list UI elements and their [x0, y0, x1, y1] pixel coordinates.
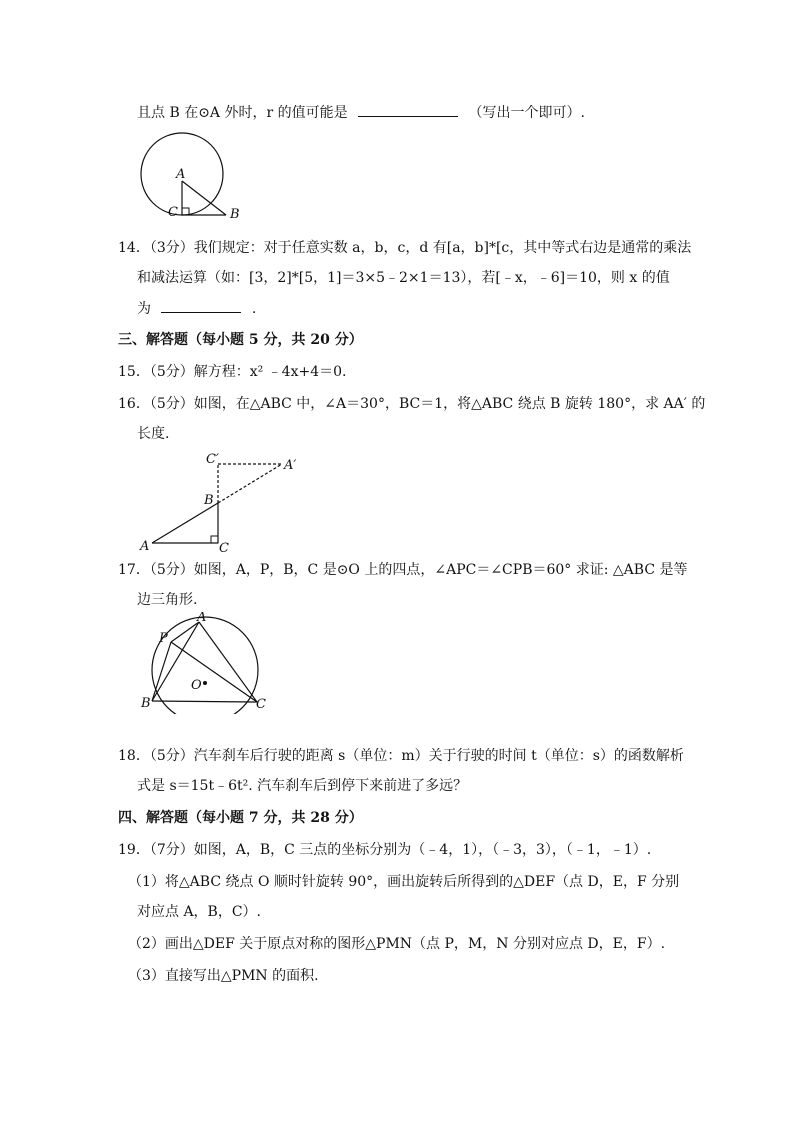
q16-label-b: B — [204, 493, 214, 508]
q16-figure — [130, 448, 320, 558]
q14-line3-prefix: 为 — [137, 301, 151, 317]
q13-prefix: 且点 B 在⊙A 外时，r 的值可能是 — [137, 105, 348, 121]
q16-label-c-prime: C′ — [206, 452, 219, 467]
q14-line1: 14．（3分）我们规定：对于任意实数 a，b，c，d 有[a，b]*[c，其中等式右边是通常的乘法 — [118, 240, 692, 256]
q16-line2: 长度. — [137, 426, 170, 442]
q17-label-b: B — [141, 696, 151, 711]
q14-answer-blank — [161, 298, 241, 313]
q17-label-a: A — [197, 612, 207, 625]
q17-label-o: O — [191, 678, 202, 693]
q16-label-c: C — [219, 541, 229, 556]
q13-figure — [130, 130, 260, 230]
q13-answer-blank — [358, 102, 458, 117]
section3-title: 三、解答题（每小题 5 分，共 20 分） — [118, 332, 363, 348]
q14-line3-suffix: . — [251, 301, 257, 317]
q14-line2: 和减法运算（如：[3，2]*[5，1]＝3×5﹣2×1＝13），若[﹣x，﹣6]＝10，则 x 的值 — [137, 270, 670, 286]
q16-label-a-prime: A′ — [284, 458, 297, 473]
q18-line2: 式是 s＝15t﹣6t². 汽车刹车后到停下来前进了多远？ — [137, 778, 468, 794]
q17-line1: 17．（5分）如图，A，P，B，C 是⊙O 上的四点，∠APC＝∠CPB＝60° 求证: △ABC 是等 — [118, 562, 688, 578]
q19-line1: 19．（7分）如图，A，B，C 三点的坐标分别为（﹣4，1），（﹣3，3），（﹣1，﹣1）. — [118, 842, 652, 858]
q19-part3: （3）直接写出△PMN 的面积. — [128, 968, 319, 984]
q13-suffix: （写出一个即可）. — [468, 105, 585, 121]
q19-part2: （2）画出△DEF 关于原点对称的图形△PMN（点 P，M，N 分别对应点 D，E，F）. — [128, 936, 666, 952]
q19-part1-line2: 对应点 A，B，C）. — [137, 904, 262, 920]
q16-line1: 16．（5分）如图，在△ABC 中，∠A＝30°，BC＝1，将△ABC 绕点 B 旋转 180°，求 AA′ 的 — [118, 396, 706, 412]
q14-line3 — [137, 298, 256, 319]
q17-label-p: P — [159, 631, 168, 646]
q19-part1-line1: （1）将△ABC 绕点 O 顺时针旋转 90°，画出旋转后所得到的△DEF（点 D，E，F 分别 — [128, 874, 680, 890]
q13-label-b: B — [230, 207, 240, 222]
q17-figure — [135, 612, 275, 714]
q13-text — [137, 102, 585, 123]
q13-label-a: A — [176, 167, 186, 182]
q17-line2: 边三角形. — [137, 592, 198, 608]
section4-title: 四、解答题（每小题 7 分，共 28 分） — [118, 810, 363, 826]
q13-label-c: C — [168, 205, 178, 220]
q17-label-c: C — [256, 697, 266, 712]
q16-label-a: A — [140, 539, 150, 554]
q15-text: 15．（5分）解方程：x² ﹣4x+4＝0. — [118, 364, 347, 380]
q18-line1: 18．（5分）汽车刹车后行驶的距离 s（单位：m）关于行驶的时间 t（单位：s）的函数解析 — [118, 748, 684, 764]
